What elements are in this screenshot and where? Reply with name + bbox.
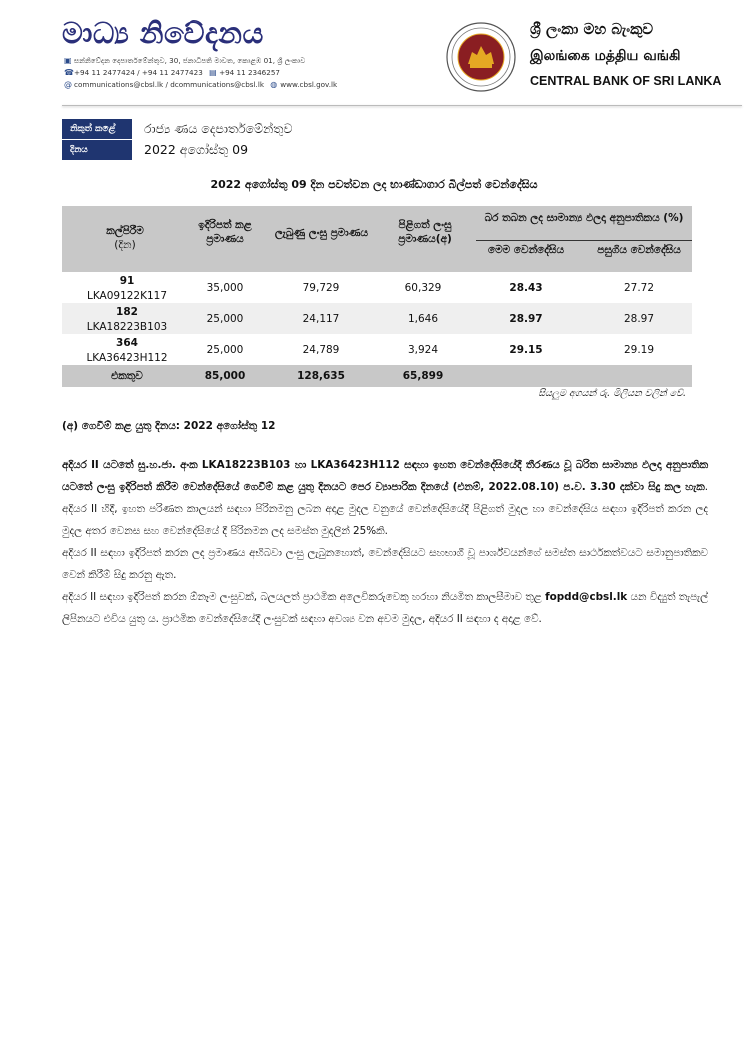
issued-by-label: නිකුත් කළේ bbox=[62, 119, 132, 139]
paragraph-2: අදියර II සඳහා ඉදිරිපත් කරන ලද ප්‍රමාණය අභිබවා ලංසු ලැබුනහොත්, වෙන්දේසියට සහභාගී වූ පාර්ශ්වයන්ගේ සමස්ත සාර්ථකත්වයට සමානුපාතිකව වෙන් කිරීම් සිදු කරනු ඇත. bbox=[62, 547, 708, 581]
header-this-auction: මෙම වෙන්දේසිය bbox=[487, 244, 565, 256]
issued-by-value: රාජ්‍ය ණය දෙපාර්තමේන්තුව bbox=[144, 121, 293, 136]
total-row: එකතුව 85,000 128,635 65,899 bbox=[62, 365, 692, 387]
header-yield-divider bbox=[476, 240, 692, 241]
header-maturity: කල්පිරීම (දින) bbox=[106, 225, 144, 251]
header-divider bbox=[62, 105, 742, 106]
header-offered: ඉදිරිපත් කළ ප්‍රමාණය bbox=[198, 219, 252, 245]
bank-name-english: CENTRAL BANK OF SRI LANKA bbox=[530, 74, 722, 88]
body-text bbox=[62, 454, 708, 630]
cbsl-seal-icon bbox=[446, 22, 516, 92]
location-icon: ▣ bbox=[64, 56, 72, 65]
website-link[interactable]: www.cbsl.gov.lk bbox=[280, 80, 338, 89]
bank-name-tamil: இலங்கை மத்திய வங்கி bbox=[530, 48, 681, 64]
globe-icon: ◍ bbox=[270, 80, 278, 89]
address-line: ▣ සන්නිවේදන දෙපාර්තමේන්තුව, 30, ජනාධිපති මාවත, කොළඹ 01, ශ්‍රී ලංකාව bbox=[64, 56, 306, 65]
email-link[interactable]: communications@cbsl.lk / dcommunications@cbsl.lk bbox=[74, 80, 264, 89]
press-release-title: මාධ්‍ය නිවේදනය bbox=[62, 16, 264, 50]
bank-name-sinhala: ශ්‍රී ලංකා මහ බැංකුව bbox=[530, 20, 654, 38]
phone-line: ☎+94 11 2477424 / +94 11 2477423 ▤ +94 11 2346257 bbox=[64, 68, 280, 77]
email-line bbox=[64, 80, 337, 89]
phone-icon: ☎ bbox=[64, 68, 74, 77]
paragraph-1: අදියර II යටතේ සු.හ.ජා. අංක LKA18223B103 හා LKA36423H112 සඳහා ඉහත වෙන්දේසියේදී තීරණය වූ බරිත සාමාන්‍ය ඵලදා අනුපාතික යටතේ ලංසු ඉදිරිපත් කිරීම වෙන්දේසියේ ගෙවීම් කළ යුතු දිනයට පෙර ව්‍යාපාරික දිනයේ (එනම්, 2022.08.10) ප.ව. 3.30 දක්වා සිදු කල හැක. අදියර II හිදී, ඉහත පරිණත කාලයන් සඳහා පිරිනමනු ලබන අදාළ මුදල වනුයේ වෙන්දේසියේදී පිළිගත් මුදල හා වෙන්දේසිය සඳහා ඉදිරිපත් කරන ලද මුදල අතර වෙනස සහ වෙන්දේසියේ දී පිරිනමන ලද සමස්ත මුදලින් 25%කි. bbox=[62, 459, 708, 537]
fax-icon: ▤ bbox=[209, 68, 217, 77]
submission-email-link[interactable]: fopdd@cbsl.lk bbox=[545, 591, 628, 603]
email-icon: @ bbox=[64, 80, 72, 89]
table-header bbox=[62, 206, 692, 272]
date-row bbox=[62, 140, 562, 160]
issued-by-row bbox=[62, 119, 562, 139]
table-row: 364 LKA36423H112 25,000 24,789 3,924 29.15 29.19 bbox=[86, 337, 655, 364]
date-value: 2022 අගෝස්තු 09 bbox=[144, 142, 249, 157]
paragraph-3: අදියර II සඳහා ඉදිරිපත් කරන ඕනෑම ලංසුවක්, බලයලත් ප්‍රාථමික අලෙවිකරුවෙකු හරහා නියමිත කාලසීමාව තුළ fopdd@cbsl.lk යන විද්‍යුත් තැපැල් ලිපිනයට එවිය යුතු ය. ප්‍රාථමික වෙන්දේසියේදී ලංසුවක් සඳහා අවශ්‍ය වන අවම මුදල, අදියර II සඳහා ද අදාළ වේ. bbox=[62, 591, 708, 625]
settlement-date: (අ) ගෙවීම් කළ යුතු දිනය: 2022 අගෝස්තු 12 bbox=[62, 420, 276, 432]
header-yield-group: බර තබන ලද සාමාන්‍ය ඵලදා අනුපාතිකය (%) bbox=[484, 212, 684, 224]
header-accepted: පිළිගත් ලංසු ප්‍රමාණය(අ) bbox=[398, 219, 452, 245]
header-received: ලැබුණු ලංසු ප්‍රමාණය bbox=[274, 227, 369, 239]
header-previous-auction: පසුගිය වෙන්දේසිය bbox=[597, 244, 681, 256]
table-note: සියලුම අගයන් රු. මිලියන වලින් වේ. bbox=[538, 388, 686, 399]
date-label: දිනය bbox=[62, 140, 132, 160]
page-header bbox=[0, 0, 748, 108]
table-row: 182 LKA18223B103 25,000 24,117 1,646 28.97 28.97 bbox=[62, 303, 692, 334]
table-row: 91 LKA09122K117 35,000 79,729 60,329 28.43 27.72 bbox=[86, 275, 655, 302]
table-title: 2022 අගෝස්තු 09 දින පවත්වන ලද භාණ්ඩාගාර බිල්පත් වෙන්දේසිය bbox=[210, 178, 538, 191]
